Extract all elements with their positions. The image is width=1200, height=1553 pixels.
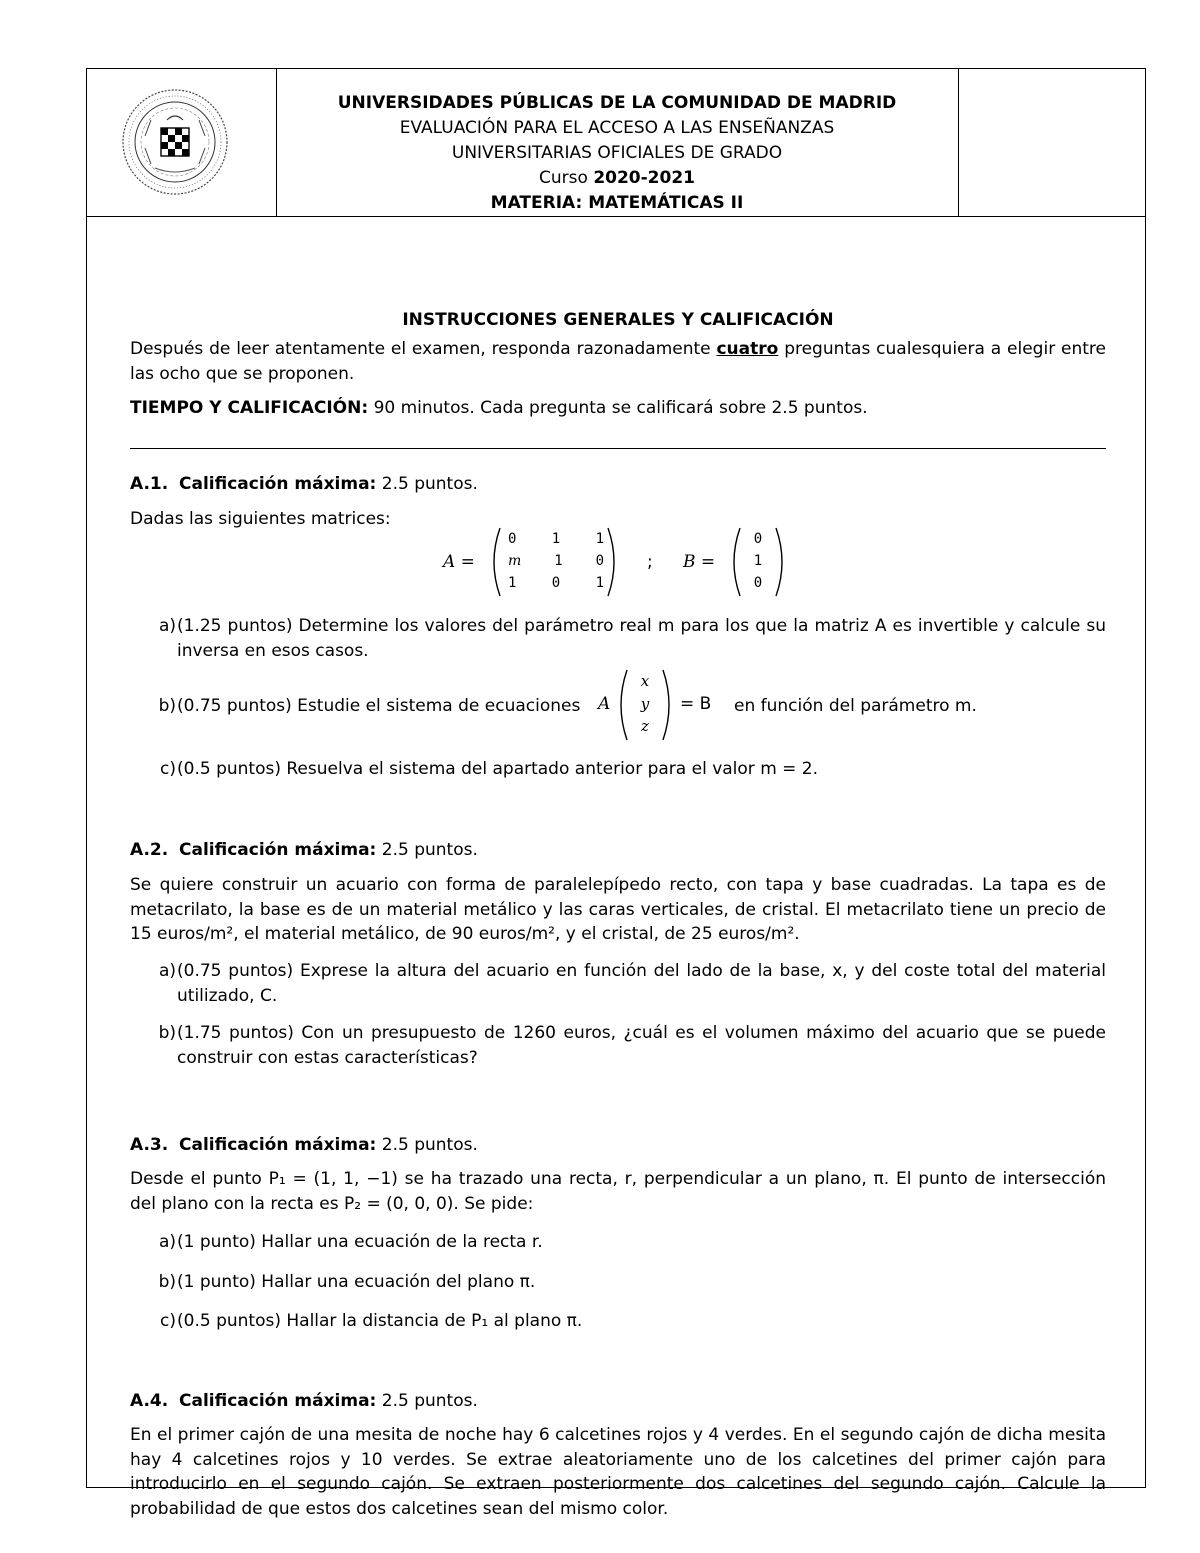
item-label: c)	[160, 1311, 176, 1331]
item-text: (1.75 puntos) Con un presupuesto de 1260 euros, ¿cuál es el volumen máximo del acuario que se puede construir con estas características?	[177, 1023, 1106, 1068]
matrix-separator: ;	[647, 552, 653, 572]
exam-frame	[86, 68, 1146, 1519]
vector-cell: y	[640, 694, 650, 713]
vector-cell: z	[641, 717, 649, 735]
university-name: UNIVERSIDADES PÚBLICAS DE LA COMUNIDAD DE MADRID	[337, 93, 897, 113]
a2-max-label: Calificación máxima:	[179, 840, 377, 860]
a1-b-equals: = B	[680, 694, 712, 714]
item-label: b)	[158, 1023, 176, 1043]
item-label: a)	[158, 616, 176, 636]
matrix-cell: 1	[551, 531, 561, 547]
matrix-cell: 1	[508, 575, 517, 591]
course-line	[276, 166, 958, 191]
a2-max-value: 2.5 puntos.	[381, 840, 478, 860]
item-text: (0.5 puntos) Resuelva el sistema del apartado anterior para el valor m = 2.	[177, 759, 819, 779]
matrix-cell: 1	[595, 575, 604, 591]
matrix-cell: 0	[595, 553, 604, 569]
item-label: b)	[158, 696, 176, 716]
matrix-cell: 0	[508, 531, 517, 547]
vector-cell: x	[640, 672, 650, 690]
a1-b-matrix-label: A	[598, 694, 611, 714]
a1-intro: Dadas las siguientes matrices:	[130, 509, 391, 529]
a3-heading	[130, 1133, 478, 1158]
item-label: a)	[158, 1232, 176, 1252]
matrix-cell: m	[508, 553, 522, 569]
exam-header	[87, 69, 1145, 217]
a1-max-value: 2.5 puntos.	[381, 474, 478, 494]
matrix-cell: 0	[551, 575, 561, 591]
item-label: a)	[158, 961, 176, 981]
time-and-grading	[130, 396, 1106, 421]
a1-b-tail: en función del parámetro m.	[734, 696, 977, 716]
a1-heading	[130, 472, 478, 497]
item-text: (1 punto) Hallar una ecuación de la recta r.	[177, 1232, 543, 1252]
a1-number: A.1.	[130, 474, 169, 494]
matrix-cell: 1	[554, 553, 563, 569]
item-text: (1.25 puntos) Determine los valores del parámetro real m para los que la matriz A es invertible y calcule su inversa en esos casos.	[177, 616, 1106, 661]
a1-max-label: Calificación máxima:	[179, 474, 377, 494]
matrix-a-row	[508, 572, 604, 594]
matrix-b	[750, 528, 766, 594]
instructions-count: cuatro	[716, 339, 779, 359]
time-label: TIEMPO Y CALIFICACIÓN:	[130, 398, 369, 418]
matrix-cell: 0	[753, 575, 763, 591]
matrix-a	[508, 528, 604, 594]
course-label: Curso	[539, 168, 588, 188]
matrix-a-row	[508, 550, 604, 572]
subject-line: MATERIA: MATEMÁTICAS II	[490, 193, 744, 213]
matrix-cell: 0	[753, 531, 763, 547]
time-text: 90 minutos. Cada pregunta se calificará sobre 2.5 puntos.	[373, 398, 868, 418]
matrix-a-row	[508, 528, 604, 550]
evaluation-line-2: UNIVERSITARIAS OFICIALES DE GRADO	[451, 143, 783, 163]
item-label: b)	[158, 1272, 176, 1292]
a3-intro: Desde el punto P₁ = (1, 1, −1) se ha trazado una recta, r, perpendicular a un plano, π. El punto de intersección del plano con la recta es P₂ = (0, 0, 0). Se pide:	[130, 1169, 1106, 1214]
a4-number: A.4.	[130, 1391, 169, 1411]
vector-xyz	[635, 670, 655, 738]
instructions-text-a: Después de leer atentamente el examen, responda razonadamente	[130, 339, 711, 359]
instructions-title: INSTRUCCIONES GENERALES Y CALIFICACIÓN	[402, 310, 834, 330]
a2-intro: Se quiere construir un acuario con forma de paralelepípedo recto, con tapa y base cuadradas. La tapa es de metacrilato, la base es de un material metálico y las caras verticales, de cristal. El metacrilato tiene un precio de 15 euros/m², el material metálico, de 90 euros/m², y el cristal, de 25 euros/m².	[130, 875, 1106, 944]
a2-heading	[130, 838, 478, 863]
a4-heading	[130, 1389, 478, 1414]
instructions-text	[130, 337, 1106, 386]
logo-cell	[87, 69, 277, 216]
a3-max-label: Calificación máxima:	[179, 1135, 377, 1155]
evaluation-line: EVALUACIÓN PARA EL ACCESO A LAS ENSEÑANZAS	[399, 118, 835, 138]
university-seal-icon	[87, 69, 276, 216]
matrix-b-label: B =	[683, 552, 716, 572]
matrix-a-label: A =	[443, 552, 475, 572]
a3-max-value: 2.5 puntos.	[381, 1135, 478, 1155]
a4-intro: En el primer cajón de una mesita de noche hay 6 calcetines rojos y 4 verdes. En el segundo cajón de dicha mesita hay 4 calcetines rojos y 10 verdes. Se extrae aleatoriamente uno de los calcetines del primer cajón para introducirlo en el segundo cajón. Se extraen posteriormente dos calcetines del segundo cajón. Calcule la probabilidad de que estos dos calcetines sean del mismo color.	[130, 1425, 1106, 1519]
item-text: (0.75 puntos) Estudie el sistema de ecuaciones	[177, 696, 581, 716]
item-label: c)	[160, 759, 176, 779]
a2-number: A.2.	[130, 840, 169, 860]
matrix-cell: 1	[595, 531, 604, 547]
a4-max-value: 2.5 puntos.	[381, 1391, 478, 1411]
a3-number: A.3.	[130, 1135, 169, 1155]
course-year: 2020-2021	[593, 168, 695, 188]
matrix-cell: 1	[753, 553, 763, 569]
item-text: (0.75 puntos) Exprese la altura del acuario en función del lado de la base, x, y del coste total del material utilizado, C.	[177, 961, 1106, 1006]
a4-max-label: Calificación máxima:	[179, 1391, 377, 1411]
separator-line	[130, 448, 1106, 449]
instructions-text-b: preguntas cualesquiera a elegir entre las ocho que se proponen.	[130, 339, 1107, 384]
item-text: (0.5 puntos) Hallar la distancia de P₁ al plano π.	[177, 1311, 583, 1331]
item-text: (1 punto) Hallar una ecuación del plano π.	[177, 1272, 536, 1292]
header-title	[276, 69, 958, 216]
header-blank-cell	[958, 69, 1148, 216]
